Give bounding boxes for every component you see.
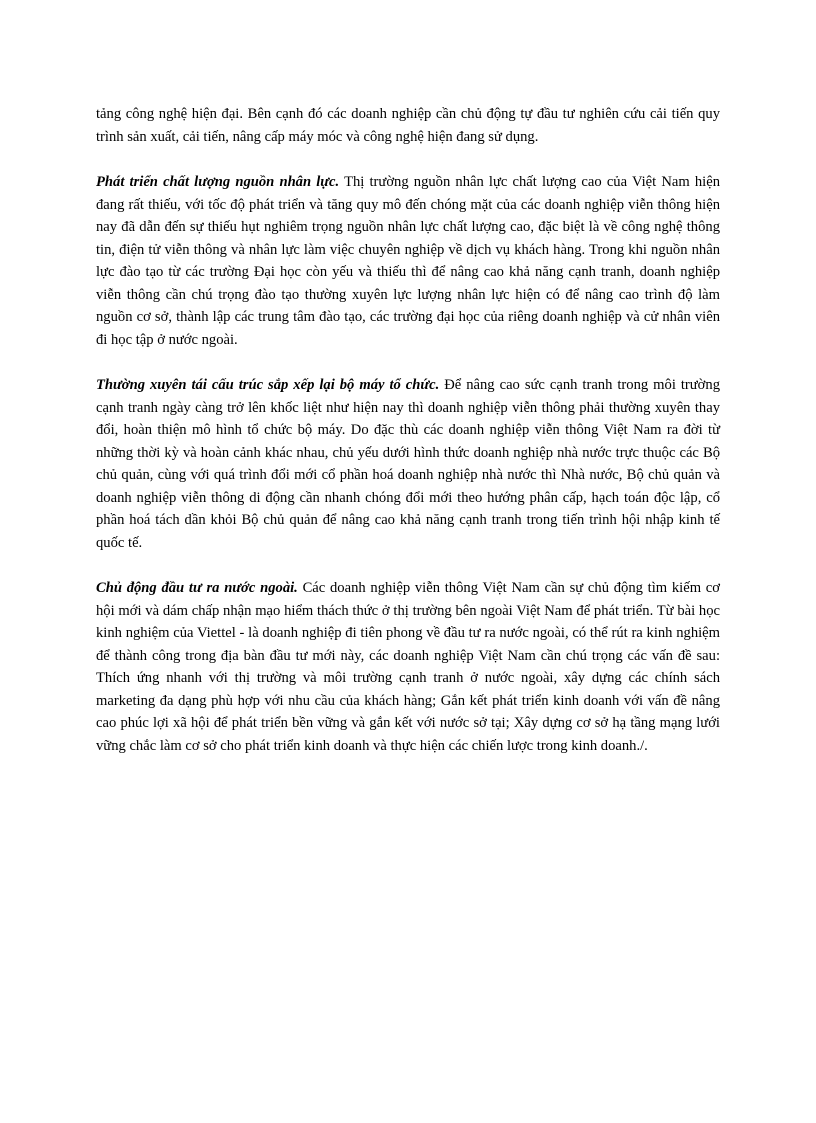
paragraph-lead: Chủ động đầu tư ra nước ngoài. bbox=[96, 580, 298, 596]
paragraph-text: Các doanh nghiệp viễn thông Việt Nam cần sự chủ động tìm kiếm cơ hội mới và dám chấp nhận mạo hiểm thách thức ở thị trường bên ngoài Việt Nam để phát triển. Từ bài học kinh nghiệm của Viettel - là doanh nghiệp đi tiên phong về đầu tư ra nước ngoài, có thể rút ra kinh nghiệm để thành công trong địa bàn đầu tư mới này, các doanh nghiệp Việt Nam cần chú trọng các vấn đề sau: Thích ứng nhanh với thị trường và môi trường cạnh tranh ở nước ngoài, xây dựng các chính sách marketing đa dạng phù hợp với nhu cầu của khách hàng; Gắn kết phát triển kinh doanh với vấn đề nâng cao phúc lợi xã hội để phát triển bền vững và gắn kết với nước sở tại; Xây dựng cơ sở hạ tầng mạng lưới vững chắc làm cơ sở cho phát triển kinh doanh và thực hiện các chiến lược trong kinh doanh./. bbox=[96, 580, 721, 754]
paragraph-text: tảng công nghệ hiện đại. Bên cạnh đó các doanh nghiệp cần chủ động tự đầu tư nghiên cứu cải tiến quy trình sản xuất, cải tiến, nâng cấp máy móc và công nghệ hiện đang sử dụng. bbox=[96, 106, 720, 145]
document-body bbox=[96, 103, 720, 780]
paragraph-3 bbox=[96, 374, 720, 554]
paragraph-1 bbox=[96, 103, 720, 148]
paragraph-4 bbox=[96, 577, 720, 757]
paragraph-lead: Thường xuyên tái cấu trúc sắp xếp lại bộ máy tổ chức. bbox=[96, 377, 440, 393]
paragraph-lead: Phát triển chất lượng nguồn nhân lực. bbox=[96, 174, 340, 190]
paragraph-text: Thị trường nguồn nhân lực chất lượng cao của Việt Nam hiện đang rất thiếu, với tốc độ phát triển và tăng quy mô đến chóng mặt của các doanh nghiệp viễn thông hiện nay đã dẫn đến sự thiếu hụt nghiêm trọng nguồn nhân lực chất lượng cao, đặc biệt là về công nghệ thông tin, điện tử viễn thông và nhân lực làm việc chuyên nghiệp về dịch vụ khách hàng. Trong khi nguồn nhân lực đào tạo từ các trường Đại học còn yếu và thiếu thì để nâng cao khả năng cạnh tranh, doanh nghiệp viễn thông cần chú trọng đào tạo thường xuyên lực lượng nhân lực hiện có để nâng cao trình độ làm nguồn cơ sở, thành lập các trung tâm đào tạo, các trường đại học của riêng doanh nghiệp và cử nhân viên đi học tập ở nước ngoài. bbox=[96, 174, 721, 348]
paragraph-2 bbox=[96, 171, 720, 351]
paragraph-text: Để nâng cao sức cạnh tranh trong môi trường cạnh tranh ngày càng trở lên khốc liệt như hiện nay thì doanh nghiệp viễn thông phải thường xuyên thay đổi, hoàn thiện mô hình tổ chức bộ máy. Do đặc thù các doanh nghiệp viễn thông Việt Nam ra đời từ những thời kỳ và hoàn cảnh khác nhau, chủ yếu dưới hình thức doanh nghiệp nhà nước trực thuộc các Bộ chủ quản, cùng với quá trình đổi mới cổ phần hoá doanh nghiệp nhà nước thì Nhà nước, Bộ chủ quản và doanh nghiệp viễn thông di động cần nhanh chóng đổi mới theo hướng phân cấp, hạch toán độc lập, cổ phần hoá tách dần khỏi Bộ chủ quản để nâng cao khả năng cạnh tranh trong tiến trình hội nhập kinh tế quốc tế. bbox=[96, 377, 720, 551]
